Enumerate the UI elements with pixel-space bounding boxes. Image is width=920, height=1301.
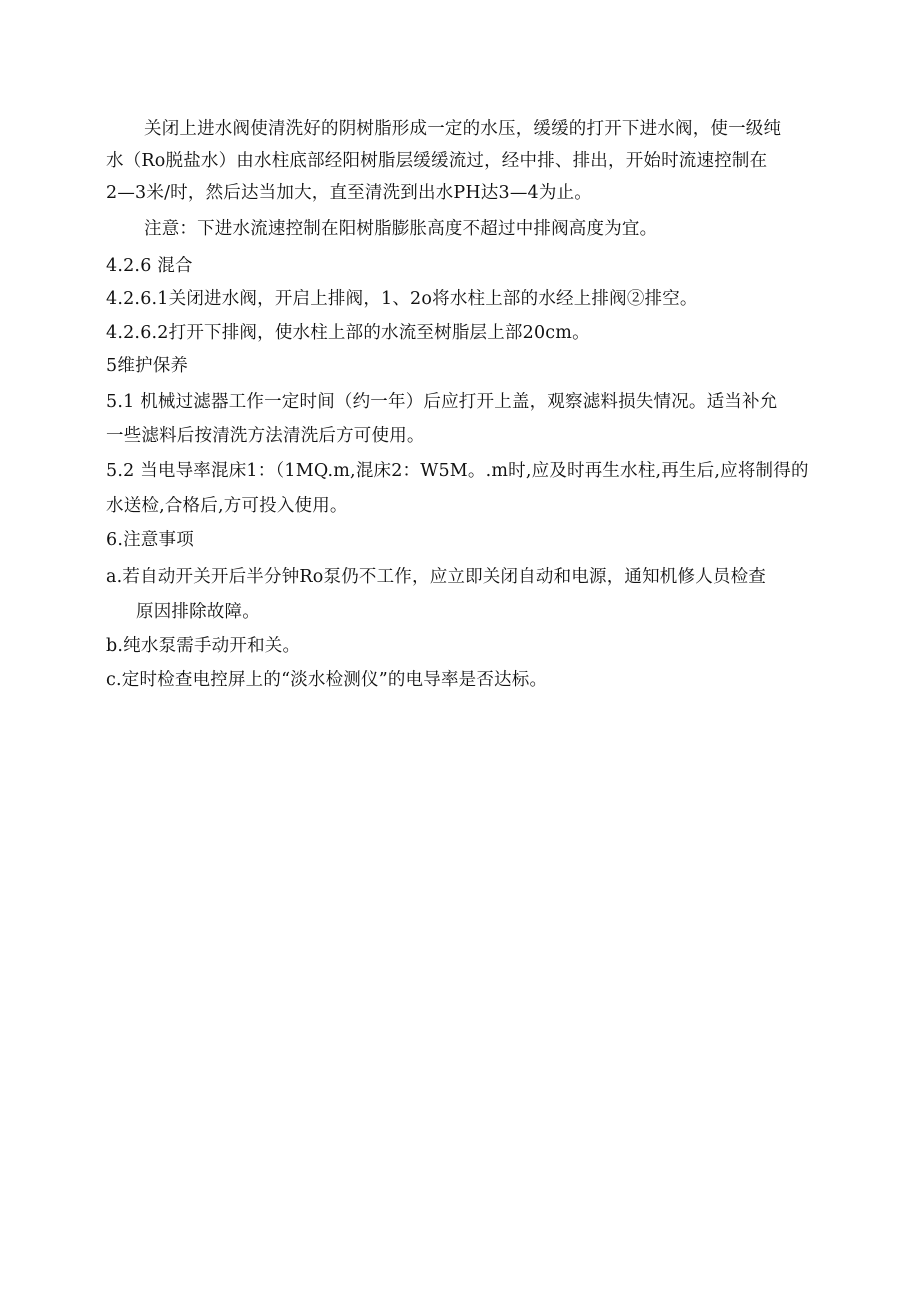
section-heading: 4.2.6 混合: [106, 256, 193, 276]
paragraph-line: 2—3米/时，然后达当加大，直至清洗到出水PH达3—4为止。: [106, 183, 592, 203]
note-line: 注意：下进水流速控制在阳树脂膨胀高度不超过中排阀高度为宜。: [144, 219, 658, 239]
subsection-line: 4.2.6.2打开下排阀，使水柱上部的水流至树脂层上部20cm。: [106, 323, 590, 343]
subsection-line: 一些滤料后按清洗方法清洗后方可使用。: [106, 426, 425, 446]
subsection-line: 4.2.6.1关闭进水阀，开启上排阀，1、2o将水柱上部的水经上排阀②排空。: [106, 289, 698, 309]
paragraph-line: 水（Ro脱盐水）由水柱底部经阳树脂层缓缓流过，经中排、排出，开始时流速控制在: [106, 151, 768, 171]
section-heading: 6.注意事项: [106, 530, 194, 550]
list-item: c.定时检查电控屏上的“淡水检测仪”的电导率是否达标。: [106, 670, 548, 690]
list-item: a.若自动开关开后半分钟Ro泵仍不工作，应立即关闭自动和电源，通知机修人员检查: [106, 567, 767, 587]
subsection-line: 5.2 当电导率混床1：（1MQ.m,混床2：W5M。.m时,应及时再生水柱,再生后,应将制得的: [106, 461, 809, 481]
list-item-continuation: 原因排除故障。: [136, 602, 260, 622]
subsection-line: 5.1 机械过滤器工作一定时间（约一年）后应打开上盖，观察滤料损失情况。适当补允: [106, 392, 778, 412]
list-item: b.纯水泵需手动开和关。: [106, 636, 301, 656]
subsection-line: 水送检,合格后,方可投入使用。: [106, 496, 348, 516]
section-heading: 5维护保养: [106, 356, 189, 376]
paragraph-line: 关闭上进水阀使清洗好的阴树脂形成一定的水压，缓缓的打开下进水阀，使一级纯: [144, 119, 782, 139]
